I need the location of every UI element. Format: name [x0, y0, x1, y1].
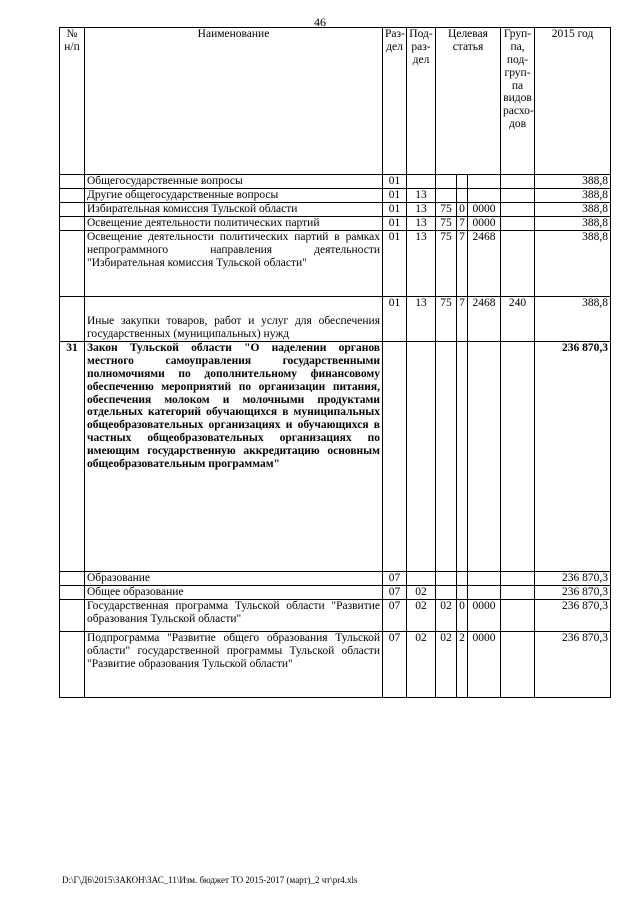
row-target-code: 0000: [468, 632, 501, 698]
row-name: Образование: [85, 572, 383, 586]
row-target-program: [436, 572, 457, 586]
row-razdel: 01: [383, 189, 407, 203]
header-razdel: Раз-дел: [383, 28, 407, 175]
row-amount: 388,8: [535, 175, 611, 189]
row-num: [60, 203, 85, 217]
row-name: Государственная программа Тульской области "Развитие образования Тульской области": [85, 600, 383, 632]
row-target-sub: 0: [457, 600, 468, 632]
row-expense-group: 240: [501, 297, 535, 342]
row-razdel: 07: [383, 586, 407, 600]
table-row: [60, 632, 611, 698]
row-target-sub: 7: [457, 297, 468, 342]
row-target-program: 75: [436, 217, 457, 231]
row-amount: 236 870,3: [535, 572, 611, 586]
row-podrazdel: 13: [407, 297, 436, 342]
row-name: Общее образование: [85, 586, 383, 600]
row-expense-group: [501, 231, 535, 297]
row-num: [60, 175, 85, 189]
row-target-sub: 0: [457, 203, 468, 217]
row-razdel: [383, 342, 407, 572]
row-podrazdel: 13: [407, 231, 436, 297]
row-num: [60, 217, 85, 231]
row-num: [60, 297, 85, 342]
row-expense-group: [501, 572, 535, 586]
row-target-program: 75: [436, 231, 457, 297]
row-razdel: 01: [383, 203, 407, 217]
row-name: Общегосударственные вопросы: [85, 175, 383, 189]
row-podrazdel: 13: [407, 217, 436, 231]
row-name: Освещение деятельности политических партий в рамках непрограммного направления деятельности "Избирательная комиссия Тульской области": [85, 231, 383, 297]
row-expense-group: [501, 632, 535, 698]
row-target-sub: [457, 189, 468, 203]
row-num: [60, 231, 85, 297]
file-path-footer: D:\Г\Д6\2015\ЗАКОН\ЗАС_11\Изм. бюджет ТО 2015-2017 (март)_2 чт\pr4.xls: [62, 875, 358, 885]
row-amount: 236 870,3: [535, 342, 611, 572]
row-target-code: 0000: [468, 217, 501, 231]
row-target-program: [436, 342, 457, 572]
header-num: № н/п: [60, 28, 85, 175]
row-amount: 388,8: [535, 189, 611, 203]
row-num: [60, 572, 85, 586]
row-target-code: [468, 175, 501, 189]
row-target-program: 75: [436, 203, 457, 217]
row-target-code: [468, 342, 501, 572]
row-target-sub: 2: [457, 632, 468, 698]
row-razdel: 07: [383, 632, 407, 698]
row-target-program: 75: [436, 297, 457, 342]
table-row: [60, 342, 611, 572]
row-amount: 236 870,3: [535, 632, 611, 698]
row-expense-group: [501, 342, 535, 572]
table-row: [60, 189, 611, 203]
row-amount: 236 870,3: [535, 586, 611, 600]
row-name: Закон Тульской области "О наделении органов местного самоуправления государственными полномочиями по дополнительному финансовому обеспечению мероприятий по организации питания, обеспечения молоком и молочными продуктами отдельных категорий обучающихся в муниципальных общеобразовательных организациях и обучающихся в частных общеобразовательных организациях по имеющим государственную аккредитацию основным общеобразовательным программам": [85, 342, 383, 572]
row-target-code: [468, 572, 501, 586]
table-row: [60, 586, 611, 600]
table-header-row: [60, 28, 611, 175]
header-year: 2015 год: [535, 28, 611, 175]
row-target-code: 0000: [468, 203, 501, 217]
row-razdel: 07: [383, 600, 407, 632]
row-name: Избирательная комиссия Тульской области: [85, 203, 383, 217]
row-target-sub: [457, 572, 468, 586]
table-row: [60, 217, 611, 231]
row-target-program: [436, 189, 457, 203]
table-row: [60, 297, 611, 342]
row-amount: 388,8: [535, 203, 611, 217]
row-target-sub: 7: [457, 217, 468, 231]
row-target-program: 02: [436, 600, 457, 632]
row-target-sub: [457, 342, 468, 572]
row-podrazdel: 02: [407, 600, 436, 632]
header-group: Груп-па, под-груп-па видов расхо-дов: [501, 28, 535, 175]
row-expense-group: [501, 586, 535, 600]
row-podrazdel: [407, 342, 436, 572]
row-name: Иные закупки товаров, работ и услуг для обеспечения государственных (муниципальных) нужд: [85, 297, 383, 342]
row-name: Подпрограмма "Развитие общего образования Тульской области" государственной программы Тульской области "Развитие образования Тульской области": [85, 632, 383, 698]
table-row: [60, 572, 611, 586]
row-razdel: 01: [383, 231, 407, 297]
row-razdel: 01: [383, 297, 407, 342]
row-expense-group: [501, 175, 535, 189]
row-amount: 388,8: [535, 217, 611, 231]
row-expense-group: [501, 189, 535, 203]
row-target-code: 2468: [468, 297, 501, 342]
table-row: [60, 600, 611, 632]
header-podrazdel: Под-раз-дел: [407, 28, 436, 175]
row-target-program: [436, 175, 457, 189]
row-expense-group: [501, 600, 535, 632]
row-target-program: 02: [436, 632, 457, 698]
row-target-sub: [457, 175, 468, 189]
header-target: Целевая статья: [436, 28, 501, 175]
row-num: [60, 586, 85, 600]
row-num: 31: [60, 342, 85, 572]
table-row: [60, 231, 611, 297]
row-podrazdel: 13: [407, 189, 436, 203]
row-target-code: [468, 189, 501, 203]
row-amount: 236 870,3: [535, 600, 611, 632]
row-podrazdel: 13: [407, 203, 436, 217]
table-row: [60, 203, 611, 217]
page-number: 46: [314, 15, 326, 29]
row-podrazdel: [407, 572, 436, 586]
row-amount: 388,8: [535, 297, 611, 342]
row-razdel: 01: [383, 175, 407, 189]
header-name: Наименование: [85, 28, 383, 175]
row-target-program: [436, 586, 457, 600]
row-name: Освещение деятельности политических партий: [85, 217, 383, 231]
row-expense-group: [501, 217, 535, 231]
budget-table: [59, 27, 611, 698]
row-target-sub: 7: [457, 231, 468, 297]
row-target-sub: [457, 586, 468, 600]
row-razdel: 07: [383, 572, 407, 586]
row-name: Другие общегосударственные вопросы: [85, 189, 383, 203]
row-amount: 388,8: [535, 231, 611, 297]
row-podrazdel: [407, 175, 436, 189]
row-expense-group: [501, 203, 535, 217]
row-target-code: 2468: [468, 231, 501, 297]
row-num: [60, 632, 85, 698]
table-row: [60, 175, 611, 189]
row-razdel: 01: [383, 217, 407, 231]
row-podrazdel: 02: [407, 586, 436, 600]
row-podrazdel: 02: [407, 632, 436, 698]
row-target-code: 0000: [468, 600, 501, 632]
row-num: [60, 600, 85, 632]
row-target-code: [468, 586, 501, 600]
row-num: [60, 189, 85, 203]
